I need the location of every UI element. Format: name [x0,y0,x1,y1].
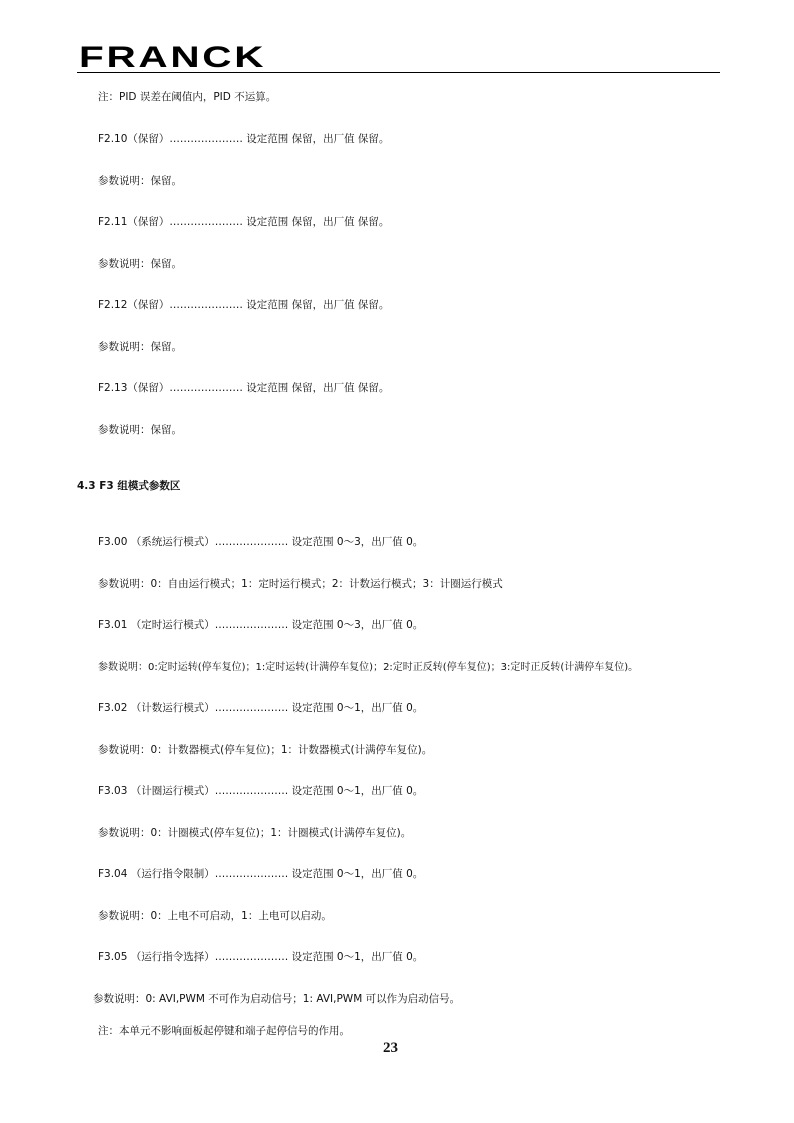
desc-f2-10: 参数说明：保留。 [98,175,182,187]
param-f3-05: F3.05 （运行指令选择）………………… 设定范围 0～1，出厂值 0。 [98,951,424,963]
param-f3-04: F3.04 （运行指令限制）………………… 设定范围 0～1，出厂值 0。 [98,868,424,880]
desc-f3-02: 参数说明：0：计数器模式(停车复位)；1：计数器模式(计满停车复位)。 [98,744,433,756]
desc-f3-01: 参数说明：0:定时运转(停车复位)；1:定时运转(计满停车复位)；2:定时正反转(停车复位)；3:定时正反转(计满停车复位)。 [98,662,639,673]
desc-f3-00: 参数说明：0：自由运行模式；1：定时运行模式；2：计数运行模式；3：计圈运行模式 [98,578,503,590]
param-f3-00: F3.00 （系统运行模式）………………… 设定范围 0～3，出厂值 0。 [98,536,424,548]
param-f2-12: F2.12（保留）………………… 设定范围 保留，出厂值 保留。 [98,299,390,311]
desc-f2-12: 参数说明：保留。 [98,341,182,353]
desc-f3-05: 参数说明：0: AVI,PWM 不可作为启动信号；1: AVI,PWM 可以作为启动信号。 [93,993,461,1005]
page-number: 23 [383,1040,398,1056]
param-f3-03: F3.03 （计圈运行模式）………………… 设定范围 0～1，出厂值 0。 [98,785,424,797]
section-heading-4-3: 4.3 F3 组模式参数区 [77,480,181,492]
desc-f2-11: 参数说明：保留。 [98,258,182,270]
desc-f3-04: 参数说明：0：上电不可启动，1：上电可以启动。 [98,910,332,922]
desc-f2-13: 参数说明：保留。 [98,424,182,436]
param-f3-01: F3.01 （定时运行模式）………………… 设定范围 0～3，出厂值 0。 [98,619,424,631]
param-f2-13: F2.13（保留）………………… 设定范围 保留，出厂值 保留。 [98,382,390,394]
note-panel-start-stop: 注：本单元不影响面板起停键和端子起停信号的作用。 [98,1025,350,1037]
param-f3-02: F3.02 （计数运行模式）………………… 设定范围 0～1，出厂值 0。 [98,702,424,714]
param-f2-11: F2.11（保留）………………… 设定范围 保留，出厂值 保留。 [98,216,390,228]
note-pid: 注：PID 误差在阈值内，PID 不运算。 [98,91,277,103]
desc-f3-03: 参数说明：0：计圈模式(停车复位)；1：计圈模式(计满停车复位)。 [98,827,412,839]
header-rule [77,72,720,73]
franck-logo: FRANCK [79,41,267,74]
param-f2-10: F2.10（保留）………………… 设定范围 保留，出厂值 保留。 [98,133,390,145]
